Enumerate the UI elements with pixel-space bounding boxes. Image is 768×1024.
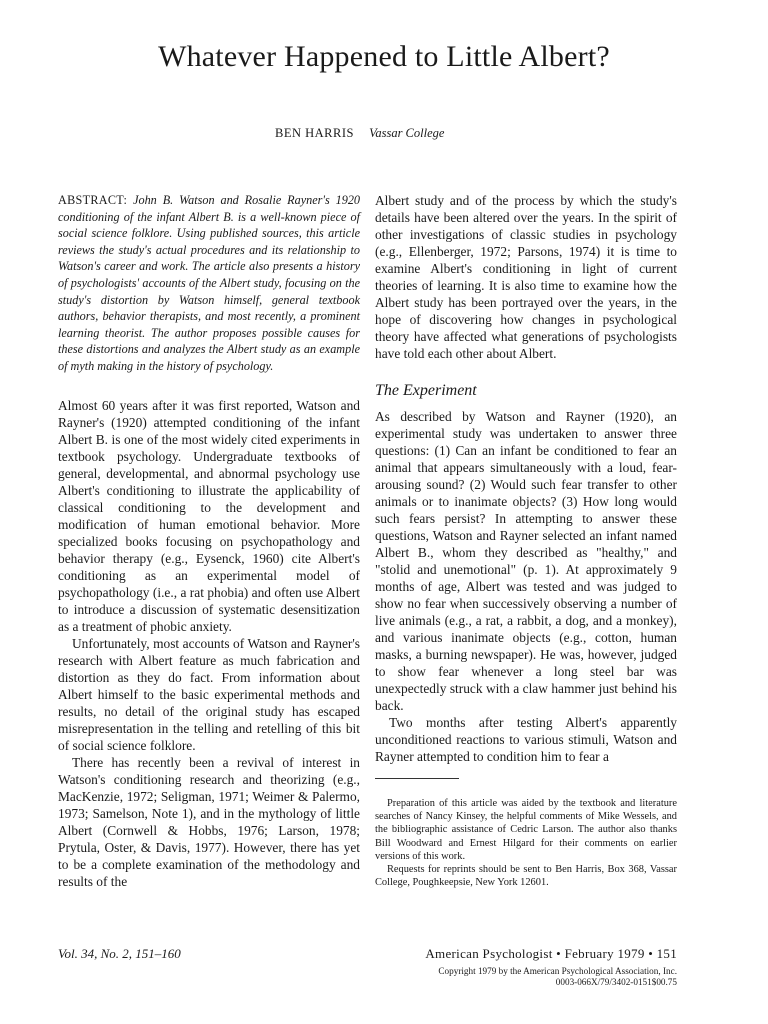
footnote: Requests for reprints should be sent to Ben Harris, Box 368, Vassar College, Poughkeepsie, New York 12601.	[375, 864, 677, 889]
copyright-code: 0003-066X/79/3402-0151$00.75	[555, 977, 677, 987]
abstract-label: ABSTRACT:	[58, 193, 128, 207]
copyright-line: Copyright 1979 by the American Psychological Association, Inc.	[438, 966, 677, 976]
right-column	[375, 192, 677, 889]
footnote: Preparation of this article was aided by the textbook and literature searches of Nancy Kinsey, the helpful comments of Mike Wessels, and the bibliographic assistance of Cedric Larson. The author also thanks Bill Woodward and Ernest Hilgard for their comments on earlier versions of this work.	[375, 798, 677, 862]
footnote-divider	[375, 778, 459, 779]
body-paragraph: Albert study and of the process by which the study's details have been altered over the years. In the spirit of other investigations of classic studies in psychology (e.g., Ellenberger, 1972; Parsons, 1974) it is time to examine Albert's conditioning in light of current theories of learning. It is also time to examine how the Albert study has been portrayed over the years, in the hope of discovering how changes in psychological theory have affected what generations of psychologists have told each other about Albert.	[375, 193, 677, 361]
left-column	[58, 192, 360, 890]
body-paragraph: Unfortunately, most accounts of Watson and Rayner's research with Albert feature as much fabrication and distortion as they do fact. From information about Albert himself to the basic experimental methods and results, no detail of the original study has escaped misrepresentation in the telling and retelling of this bit of social science folklore.	[58, 635, 360, 753]
article-title: Whatever Happened to Little Albert?	[158, 40, 610, 73]
abstract	[58, 192, 360, 375]
volume-info: Vol. 34, No. 2, 151–160	[58, 946, 181, 961]
abstract-text: John B. Watson and Rosalie Rayner's 1920 conditioning of the infant Albert B. is a well-known piece of social science folklore. Using published sources, this article reviews the study's actual procedures and its relationship to Watson's career and work. The article also presents a history of psychologists' accounts of the Albert study, focusing on the study's distortion by Watson himself, general textbook authors, behavior therapists, and most recently, a prominent learning theorist. The author proposes possible causes for these distortions and analyzes the Albert study as an example of myth making in the history of psychology.	[58, 193, 361, 373]
section-heading: The Experiment	[375, 382, 477, 399]
body-paragraph: As described by Watson and Rayner (1920), an experimental study was undertaken to answer three questions: (1) Can an infant be conditioned to fear an animal that appears simultaneously with a loud, fear-arousing sound? (2) Would such fear transfer to other animals or to inanimate objects? (3) How long would such fears persist? In attempting to answer these questions, Watson and Rayner selected an infant named Albert B., whom they described as "healthy," and "stolid and unemotional" (p. 1). At approximately 9 months of age, Albert was tested and was judged to show no fear when successively observing a number of live animals (e.g., a rat, a rabbit, a dog, and a monkey), and various inanimate objects (e.g., cotton, human masks, a burning newspaper). He was, however, judged to show fear whenever a long steel bar was unexpectedly struck with a claw hammer just behind his back.	[375, 409, 677, 713]
footer-journal: American Psychologist • February 1979 • 151	[425, 946, 677, 961]
author-name: BEN HARRIS	[275, 126, 354, 140]
byline	[275, 126, 444, 141]
body-paragraph: Almost 60 years after it was first reported, Watson and Rayner's (1920) attempted conditioning of the infant Albert B. is one of the most widely cited experiments in textbook psychology. Undergraduate textbooks of general, developmental, and abnormal psychology use Albert's conditioning to illustrate the applicability of classical conditioning to the development and modification of human emotional behavior. More specialized books focusing on psychopathology and behavior therapy (e.g., Eysenck, 1960) cite Albert's conditioning as an experimental model of psychopathology (i.e., a rat phobia) and often use Albert to introduce a discussion of systematic desensitization as a treatment of phobic anxiety.	[58, 397, 360, 634]
body-paragraph: There has recently been a revival of interest in Watson's conditioning research and theorizing (e.g., MacKenzie, 1972; Seligman, 1971; Weimer & Palermo, 1973; Samelson, Note 1), and in the mythology of little Albert (Cornwell & Hobbs, 1976; Larson, 1978; Prytula, Oster, & Davis, 1977). However, there has yet to be a complete examination of the methodology and results of the	[58, 754, 360, 889]
author-affiliation: Vassar College	[369, 126, 445, 140]
body-paragraph: Two months after testing Albert's apparently unconditioned reactions to various stimuli, Watson and Rayner attempted to condition him to fear a	[375, 715, 677, 764]
copyright-notice	[370, 966, 677, 988]
footer-volume	[58, 946, 181, 962]
